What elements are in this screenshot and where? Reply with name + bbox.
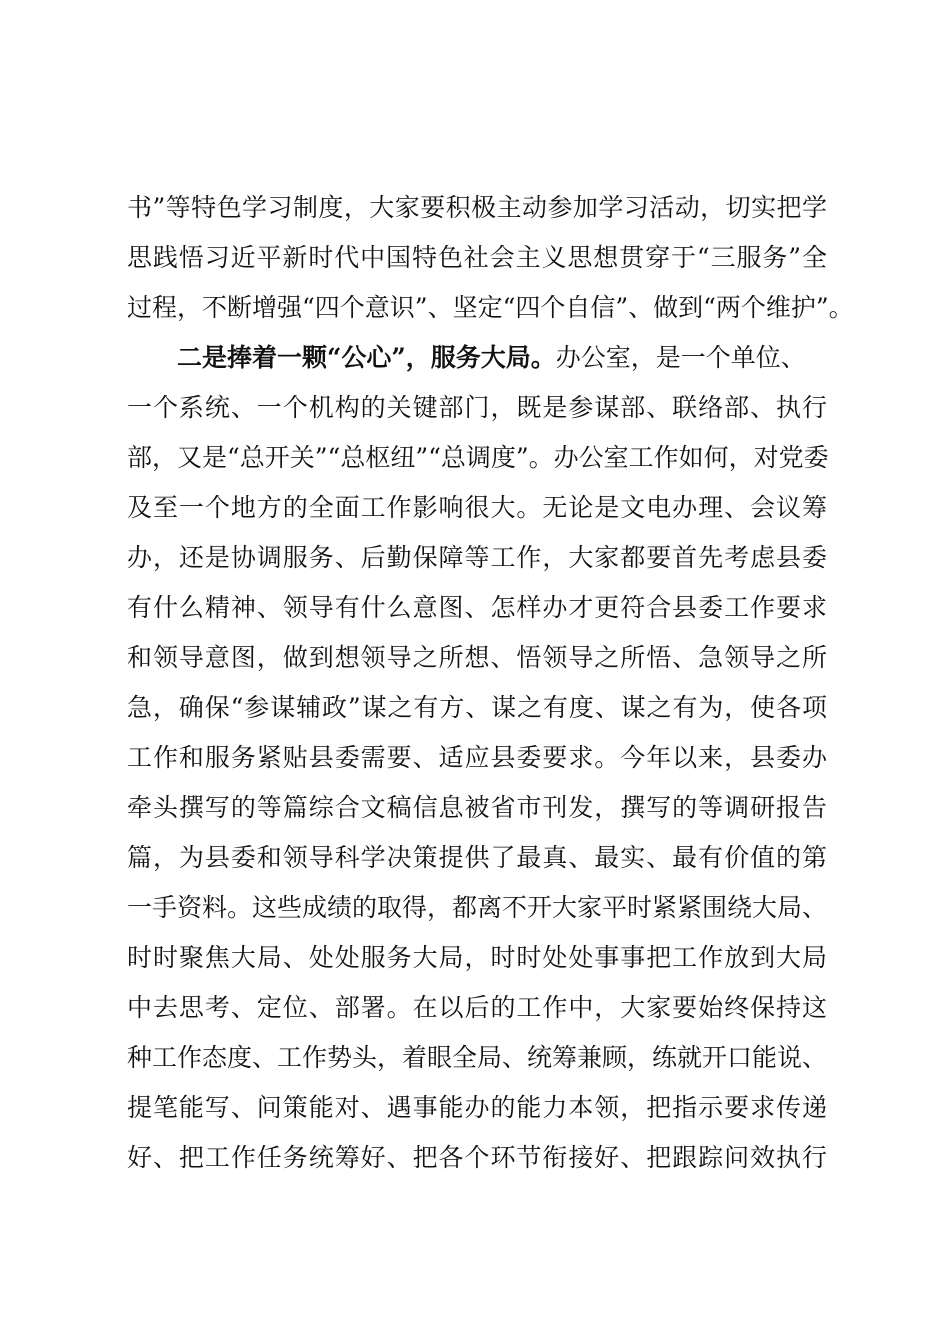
text-line: 牵头撰写的等篇综合文稿信息被省市刊发，撰写的等调研报告 xyxy=(127,793,827,822)
text-line: 有什么精神、领导有什么意图、怎样办才更符合县委工作要求 xyxy=(127,593,827,622)
text-line: 种工作态度、工作势头，着眼全局、统筹兼顾，练就开口能说、 xyxy=(127,1043,828,1072)
body-text xyxy=(127,183,854,1183)
text-line: 时时聚焦大局、处处服务大局，时时处处事事把工作放到大局 xyxy=(127,943,827,972)
text-line: 好、把工作任务统筹好、把各个环节衔接好、把跟踪问效执行 xyxy=(127,1143,827,1172)
text-line: 及至一个地方的全面工作影响很大。无论是文电办理、会议筹 xyxy=(127,493,827,522)
heading-line-rest: 办公室，是一个单位、 xyxy=(555,343,806,372)
text-line: 工作和服务紧贴县委需要、适应县委要求。今年以来，县委办 xyxy=(127,743,827,772)
text-line: 书”等特色学习制度，大家要积极主动参加学习活动，切实把学 xyxy=(127,193,827,222)
paragraph-heading: 二是捧着一颗“公心”，服务大局。 xyxy=(177,343,556,372)
text-line: 办，还是协调服务、后勤保障等工作，大家都要首先考虑县委 xyxy=(127,543,827,572)
text-line: 篇，为县委和领导科学决策提供了最真、最实、最有价值的第 xyxy=(127,843,827,872)
text-line: 和领导意图，做到想领导之所想、悟领导之所悟、急领导之所 xyxy=(127,643,827,672)
text-line: 一手资料。这些成绩的取得，都离不开大家平时紧紧围绕大局、 xyxy=(127,893,828,922)
text-line: 提笔能写、问策能对、遇事能办的能力本领，把指示要求传递 xyxy=(127,1093,827,1122)
text-line: 思践悟习近平新时代中国特色社会主义思想贯穿于“三服务”全 xyxy=(127,243,827,272)
text-line: 部，又是“总开关”“总枢纽”“总调度”。办公室工作如何，对党委 xyxy=(127,443,829,472)
text-line: 急，确保“参谋辅政”谋之有方、谋之有度、谋之有为，使各项 xyxy=(127,693,827,722)
paragraph-2 xyxy=(127,333,827,1183)
text-line: 中去思考、定位、部署。在以后的工作中，大家要始终保持这 xyxy=(127,993,827,1022)
text-line xyxy=(127,333,827,383)
text-line: 一个系统、一个机构的关键部门，既是参谋部、联络部、执行 xyxy=(127,393,827,422)
paragraph-1 xyxy=(127,183,854,333)
text-line: 过程，不断增强“四个意识”、坚定“四个自信”、做到“两个维护”。 xyxy=(127,293,854,322)
